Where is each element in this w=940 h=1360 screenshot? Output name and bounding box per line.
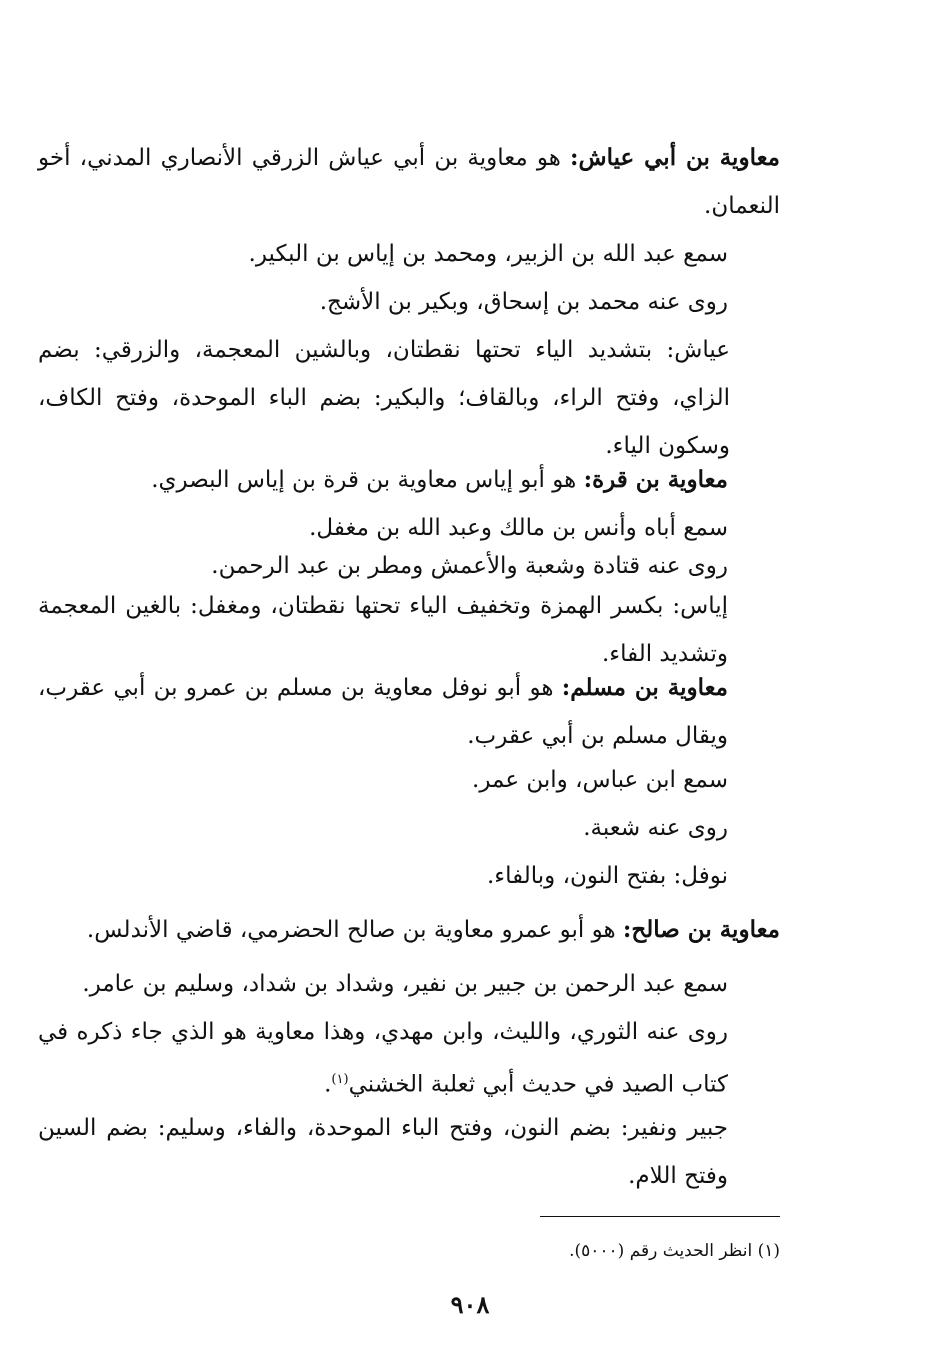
entry-1-orthography: عياش: بتشديد الياء تحتها نقطتان، وبالشين المعجمة، والزرقي: بضم الزاي، وفتح الراء، وبالقاف؛ والبكير: بضم الباء الموحدة، وفتح الكاف، وسكون الياء. <box>38 337 730 459</box>
entry-4-heard-from: سمع عبد الرحمن بن جبير بن نفير، وشداد بن شداد، وسليم بن عامر. <box>82 971 728 997</box>
entry-3-header <box>38 664 728 760</box>
entry-2-name: معاوية بن قرة: <box>583 466 728 493</box>
entry-1-name: معاوية بن أبي عياش: <box>570 144 780 171</box>
entry-4-name: معاوية بن صالح: <box>622 916 780 943</box>
entry-2-narrated-by: روى عنه قتادة وشعبة والأعمش ومطر بن عبد الرحمن. <box>211 553 728 579</box>
entry-1-description: هو معاوية بن أبي عياش الزرقي الأنصاري المدني، أخو النعمان. <box>38 145 780 219</box>
entry-1-header <box>38 134 780 230</box>
entry-2-heard-from: سمع أباه وأنس بن مالك وعبد الله بن مغفل. <box>309 515 728 541</box>
entry-3-description: هو أبو نوفل معاوية بن مسلم بن عمرو بن أبي عقرب، ويقال مسلم بن أبي عقرب. <box>38 675 728 749</box>
entry-2-header <box>38 456 728 504</box>
entry-4-description: هو أبو عمرو معاوية بن صالح الحضرمي، قاضي الأندلس. <box>86 917 616 943</box>
entry-2-description: هو أبو إياس معاوية بن قرة بن إياس البصري. <box>151 467 577 493</box>
entry-1-narrated-by: روى عنه محمد بن إسحاق، وبكير بن الأشج. <box>319 289 728 315</box>
entry-4-narrated-by: روى عنه الثوري، والليث، وابن مهدي، وهذا معاوية هو الذي جاء ذكره في كتاب الصيد في حديث أبي ثعلبة الخشني$^{(١)}$. <box>38 1019 728 1098</box>
entry-4-orthography: جبير ونفير: بضم النون، وفتح الباء الموحدة، والفاء، وسليم: بضم السين وفتح اللام. <box>38 1115 728 1189</box>
entry-2-orthography: إياس: بكسر الهمزة وتخفيف الياء تحتها نقطتان، ومغفل: بالغين المعجمة وتشديد الفاء. <box>38 593 728 667</box>
entry-4-header <box>38 906 780 954</box>
entry-1-heard-from: سمع عبد الله بن الزبير، ومحمد بن إياس بن البكير. <box>248 241 728 267</box>
entry-3-orthography: نوفل: بفتح النون، وبالفاء. <box>486 863 728 889</box>
entry-3-name: معاوية بن مسلم: <box>561 674 729 701</box>
page-number: ٩٠٨ <box>450 1290 490 1319</box>
footnote: (١) انظر الحديث رقم (٥٠٠٠). <box>569 1241 780 1261</box>
footnote-divider <box>540 1216 780 1217</box>
footnote-reference[interactable]: (١) <box>331 1072 349 1087</box>
entry-3-heard-from: سمع ابن عباس، وابن عمر. <box>472 767 728 793</box>
entry-3-narrated-by: روى عنه شعبة. <box>583 815 728 841</box>
